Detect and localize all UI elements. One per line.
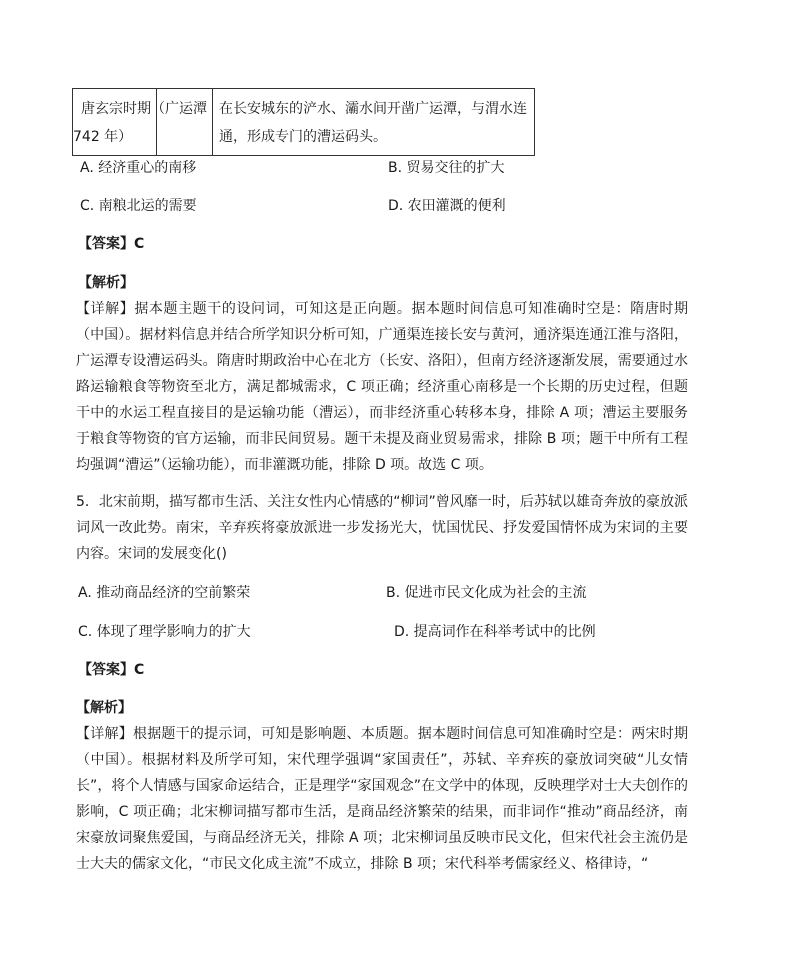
period-line-2: 742 年） (73, 129, 133, 145)
project-name-cell: 广运潭 (157, 89, 213, 156)
q5-analysis-title: 【解析】 (76, 700, 132, 716)
canal-table (72, 88, 535, 156)
q4-option-c: C. 南粮北运的需要 (80, 198, 197, 214)
q5-option-a: A. 推动商品经济的空前繁荣 (78, 585, 251, 601)
q4-answer: 【答案】C (78, 236, 145, 252)
q4-detail-text: 【详解】据本题主题干的设问词，可知这是正向题。据本题时间信息可知准确时空是：隋唐时期（中国）。据材料信息并结合所学知识分析可知，广通渠连接长安与黄河，通济渠连通江淮与洛阳，广运潭专设漕运码头。隋唐时期政治中心在北方（长安、洛阳），但南方经济逐渐发展，需要通过水路运输粮食等物资至北方，满足都城需求，C 项正确；经济重心南移是一个长期的历史过程，但题干中的水运工程直接目的是运输功能（漕运），而非经济重心转移本身，排除 A 项；漕运主要服务于粮食等物资的官方运输，而非民间贸易。题干未提及商业贸易需求，排除 B 项；题干中所有工程均强调“漕运”（运输功能），而非灌溉功能，排除 D 项。故选 C 项。 (76, 301, 688, 473)
period-cell (73, 89, 165, 156)
q5-detail (76, 721, 688, 877)
q5-detail-text: 【详解】根据题干的提示词，可知是影响题、本质题。据本题时间信息可知准确时空是：两宋时期（中国）。根据材料及所学可知，宋代理学强调“家国责任”，苏轼、辛弃疾的豪放词突破“儿女情长”，将个人情感与国家命运结合，正是理学“家国观念”在文学中的体现，反映理学对士大夫创作的影响，C 项正确；北宋柳词描写都市生活，是商品经济繁荣的结果，而非词作“推动”商品经济，南宋豪放词聚焦爱国，与商品经济无关，排除 A 项；北宋柳词虽反映市民文化，但宋代社会主流仍是士大夫的儒家文化，“市民文化成主流”不成立，排除 B 项；宋代科举考儒家经义、格律诗，“ (76, 726, 688, 872)
q5-option-c: C. 体现了理学影响力的扩大 (78, 624, 251, 640)
table-row (73, 89, 535, 156)
q5-stem (76, 489, 688, 567)
q4-option-d: D. 农田灌溉的便利 (388, 198, 506, 214)
q5-stem-text: 5．北宋前期，描写都市生活、关注女性内心情感的“柳词”曾风靡一时，后苏轼以雄奇奔放的豪放派词风一改此势。南宋，辛弃疾将豪放派进一步发扬光大，忧国忧民、抒发爱国情怀成为宋词的主要内容。宋词的发展变化() (76, 494, 688, 562)
q5-option-d: D. 提高词作在科举考试中的比例 (394, 624, 596, 640)
q4-analysis-title: 【解析】 (78, 275, 134, 291)
q4-option-a: A. 经济重心的南移 (80, 160, 197, 176)
q5-answer: 【答案】C (78, 662, 145, 678)
q4-detail (76, 296, 688, 478)
period-line-1: 唐玄宗时期（ (81, 101, 165, 117)
q4-option-b: B. 贸易交往的扩大 (388, 160, 505, 176)
q5-option-b: B. 促进市民文化成为社会的主流 (386, 585, 587, 601)
project-desc-cell: 在长安城东的浐水、灞水间开凿广运潭，与渭水连通，形成专门的漕运码头。 (213, 89, 535, 156)
